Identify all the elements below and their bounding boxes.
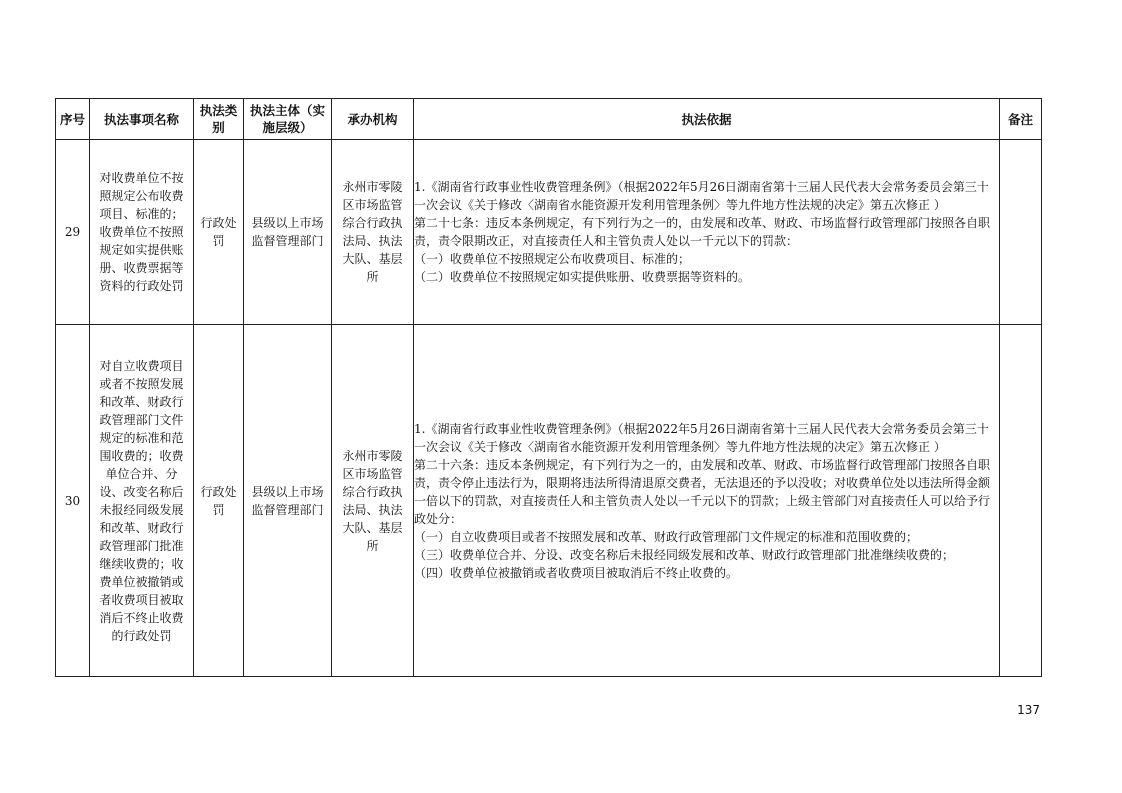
basis-paragraph: （三）收费单位合并、分设、改变名称后未报经同级发展和改革、财政行政管理部门批准继续收费的；: [414, 547, 955, 562]
agency: 永州市零陵区市场监管综合行政执法局、执法大队、基层所: [342, 180, 403, 284]
basis-paragraph: 1.《湖南省行政事业性收费管理条例》（根据2022年5月26日湖南省第十三届人民代表大会常务委员会第三十一次会议《关于修改〈湖南省水能资源开发利用管理条例〉等九件地方性法规的决定》第五次修正 ）: [414, 180, 989, 212]
agency-cell: [332, 140, 414, 325]
item-name-cell: [90, 140, 194, 325]
row-number: 29: [56, 140, 90, 325]
legal-basis-cell: [414, 325, 1000, 677]
basis-paragraph: 1.《湖南省行政事业性收费管理条例》（根据2022年5月26日湖南省第十三届人民代表大会常务委员会第三十一次会议《关于修改〈湖南省水能资源开发利用管理条例〉等九件地方性法规的决定》第五次修正 ）: [414, 421, 989, 454]
category: 行政处罚: [200, 216, 237, 248]
remark-cell: [1000, 140, 1042, 325]
header-remark: 备注: [1000, 99, 1042, 140]
table-header-row: [56, 99, 1042, 140]
item-name: 对自立收费项目或者不按照发展和改革、财政行政管理部门文件规定的标准和范围收费的；收费单位合并、分设、改变名称后未报经同级发展和改革、财政行政管理部门批准继续收费的；收费单位被撤销或者收费项目被取消后不终止收费的行政处罚: [99, 358, 184, 643]
row-number: 30: [56, 325, 90, 677]
agency-cell: [332, 325, 414, 677]
basis-paragraph: （四）收费单位被撤销或者收费项目被取消后不终止收费的。: [414, 565, 739, 580]
page-number: 137: [1017, 703, 1040, 717]
item-name: 对收费单位不按照规定公布收费项目、标准的；收费单位不按照规定如实提供账册、收费票据等资料的行政处罚: [99, 171, 184, 293]
category-cell: [194, 140, 244, 325]
header-subject: 执法主体（实施层级）: [244, 99, 332, 140]
table-row: [56, 325, 1042, 677]
header-item-name: 执法事项名称: [90, 99, 194, 140]
basis-paragraph: （二）收费单位不按照规定如实提供账册、收费票据等资料的。: [414, 270, 751, 284]
subject-cell: [244, 140, 332, 325]
legal-basis-cell: [414, 140, 1000, 325]
basis-paragraph: 第二十六条：违反本条例规定，有下列行为之一的，由发展和改革、财政、市场监督行政管理部门按照各自职责，责令停止违法行为，限期将违法所得清退原交费者，无法退还的予以没收；对收费单位处以违法所得金额一倍以下的罚款，对直接责任人和主管负责人处以一千元以下的罚款；上级主管部门对直接责任人可以给予行政处分：: [414, 457, 991, 526]
header-category: 执法类别: [194, 99, 244, 140]
item-name-cell: [90, 325, 194, 677]
basis-paragraph: （一）收费单位不按照规定公布收费项目、标准的；: [414, 252, 691, 266]
header-legal-basis: 执法依据: [414, 99, 1000, 140]
table-row: [56, 140, 1042, 325]
agency: 永州市零陵区市场监管综合行政执法局、执法大队、基层所: [342, 448, 403, 553]
category: 行政处罚: [200, 484, 237, 517]
enforcement-table: [55, 98, 1042, 677]
subject: 县级以上市场监督管理部门: [251, 216, 324, 248]
basis-paragraph: （一）自立收费项目或者不按照发展和改革、财政行政管理部门文件规定的标准和范围收费的；: [414, 529, 919, 544]
basis-paragraph: 第二十七条：违反本条例规定，有下列行为之一的，由发展和改革、财政、市场监督行政管理部门按照各自职责，责令限期改正，对直接责任人和主管负责人处以一千元以下的罚款：: [414, 216, 991, 248]
header-agency: 承办机构: [332, 99, 414, 140]
subject-cell: [244, 325, 332, 677]
header-serial-number: 序号: [56, 99, 90, 140]
subject: 县级以上市场监督管理部门: [251, 484, 324, 517]
category-cell: [194, 325, 244, 677]
remark-cell: [1000, 325, 1042, 677]
